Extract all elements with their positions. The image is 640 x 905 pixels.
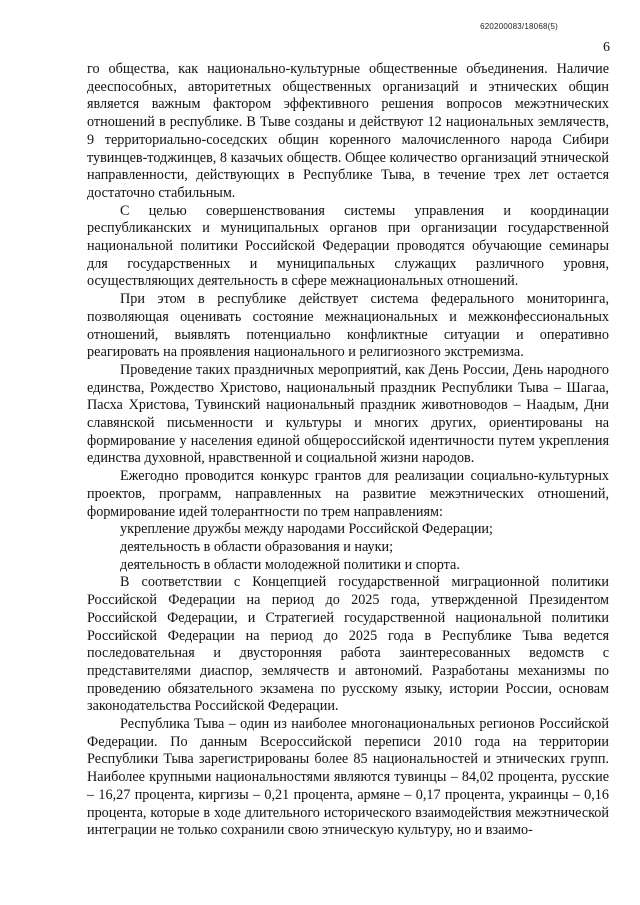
list-item-education: деятельность в области образования и науки; bbox=[120, 538, 394, 555]
paragraph-monitoring: При этом в республике действует система федерального мониторинга, позволяющая оценивать состояние межнациональных и межконфессиональных отношений, выявлять потенциально конфликтные ситуации и оперативно реагировать на проявления национального и религиозного экстремизма. bbox=[87, 291, 609, 361]
paragraph-seminars: С целью совершенствования системы управления и координации республиканских и муниципальных органов при организации государственной национальной политики Российской Федерации проводятся обучающие семинары для государственных и муниципальных служащих различного уровня, осуществляющих деятельность в сфере межнациональных отношений. bbox=[87, 202, 609, 290]
document-body bbox=[87, 61, 609, 840]
paragraph-continuation: го общества, как национально-культурные общественные объединения. Наличие дееспособных, авторитетных общественных организаций и этнических общин является важным фактором эффективного решения вопросов межэтнических отношений в республике. В Тыве созданы и действуют 12 национальных землячеств, 9 территориально-соседских общин коренного малочисленного народа Сибири тувинцев-тоджинцев, 8 казачьих обществ. Общее количество организаций этнической направленности, действующих в Республике Тыва, в течение трех лет остается достаточно стабильным. bbox=[87, 61, 609, 201]
list-item-friendship: укрепление дружбы между народами Российской Федерации; bbox=[120, 521, 493, 538]
list-item-youth: деятельность в области молодежной политики и спорта. bbox=[120, 556, 460, 573]
paragraph-holidays: Проведение таких праздничных мероприятий, как День России, День народного единства, Рождество Христово, национальный праздник Республики Тыва – Шагаа, Пасха Христова, Тувинский национальный праздник животноводов – Наадым, Дни славянской письменности и культуры и многих других, ориентированы на формирование у населения единой общероссийской идентичности путем укрепления единства духовной, нравственной и социальной жизни народов. bbox=[87, 361, 609, 467]
paragraph-census: Республика Тыва – один из наиболее многонациональных регионов Российской Федерации. По данным Всероссийской переписи 2010 года на территории Республики Тыва зарегистрированы более 85 национальностей и этнических групп. Наиболее крупными национальностями являются тувинцы – 84,02 процента, русские – 16,27 процента, киргизы – 0,21 процента, армяне – 0,17 процента, украинцы – 0,16 процента, которые в ходе длительного исторического взаимодействия межэтнической интеграции не только сохранили свою этническую культуру, но и взаимо- bbox=[87, 716, 609, 839]
paragraph-grants: Ежегодно проводится конкурс грантов для реализации социально-культурных проектов, программ, направленных на развитие межэтнических отношений, формирование идей толерантности по трем направлениям: bbox=[87, 468, 609, 520]
paragraph-migration-policy: В соответствии с Концепцией государственной миграционной политики Российской Федерации на период до 2025 года, утвержденной Президентом Российской Федерации, и Стратегией государственной национальной политики Российской Федерации на период до 2025 года в Республике Тыва ведется последовательная и двусторонняя работа заинтересованных ведомств с представителями диаспор, землячеств и автономий. Разработаны механизмы по проведению обязательного экзамена по русскому языку, истории России, основам законодательства Российской Федерации. bbox=[87, 574, 609, 715]
page-number: 6 bbox=[603, 40, 610, 55]
document-code: 620200083/18068(5) bbox=[480, 22, 558, 31]
